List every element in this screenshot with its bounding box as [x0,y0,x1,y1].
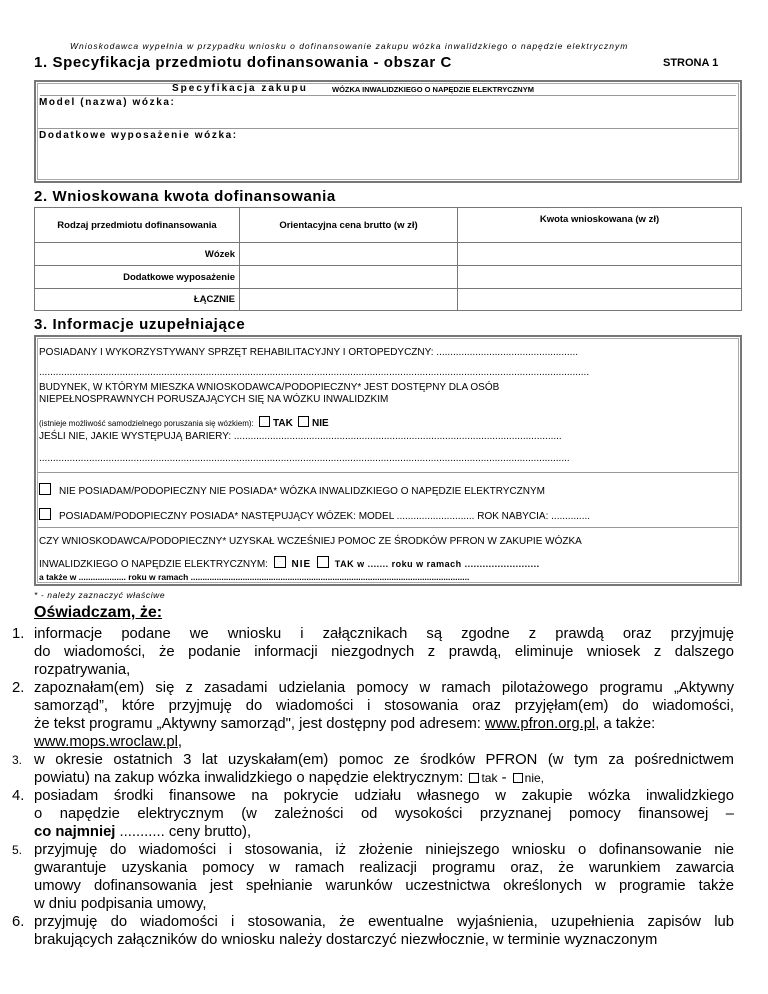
item-line: zapoznałam(em) się z zasadami udzielania pomocy w ramach pilotażowego programu „Aktywny [34,680,734,696]
yes-label: TAK [273,418,293,429]
item-number: 4. [12,788,25,804]
item-line: w dniu podpisania umowy, [34,896,207,912]
dots-line-1: ...................................................................................................................................................................................................... [39,367,590,378]
row-total-label: ŁĄCZNIE [35,289,240,311]
item-number: 3. [12,753,23,767]
item-line: że tekst programu „Aktywny samorząd", jest dostępny pod adresem: [34,716,481,732]
no-label: NIE [312,418,329,429]
declaration-title: Oświadczam, że: [34,604,163,621]
info-divider-1 [38,472,738,473]
equipment-label: Dodatkowe wyposażenie wózka: [39,130,238,141]
item-number: 2. [12,680,25,696]
item-number: 1. [12,626,25,642]
item-line: brakujących załączników do wniosku należy dostarczyć niezwłocznie, w terminie wyznaczonym [34,932,658,948]
no-wheelchair-checkbox[interactable] [39,483,51,495]
header-item-type: Rodzaj przedmiotu dofinansowania [35,208,240,243]
pfron-line3: a także w .................... roku w ramach ...................................................................................................................... [39,572,470,582]
pfron-no-checkbox[interactable] [274,556,286,568]
no-wheelchair-label: NIE POSIADAM/PODOPIECZNY NIE POSIADA* WÓZKA INWALIDZKIEGO O NAPĘDZIE ELEKTRYCZNYM [59,486,546,497]
header-note: Wnioskodawca wypełnia w przypadku wniosku o dofinansowanie zakupu wózka inwalidzkiego o napędzie elektrycznym [70,41,629,51]
declaration-item-3 [12,751,734,787]
yes-checkbox[interactable] [259,416,270,427]
pfron-question-end: INWALIDZKIEGO O NAPĘDZIE ELEKTRYCZNYM: [39,559,268,570]
total-price-cell[interactable] [240,289,458,311]
item4-bold: co najmniej [34,824,116,840]
item-number: 6. [12,914,25,930]
building-line1: BUDYNEK, W KTÓRYM MIESZKA WNIOSKODAWCA/PODOPIECZNY* JEST DOSTĘPNY DLA OSÓB [39,382,500,393]
item-line: samorząd”, które przyjmuję do wiadomości i stosowania oraz przyjęłam(em) do wiadomości, [34,698,734,714]
wheelchair-amount-cell[interactable] [458,243,742,266]
item3-nie-label: nie, [524,771,544,785]
item-line: powiatu) na zakup wózka inwalidzkiego o napędzie elektrycznym: [34,770,464,786]
wheelchair-price-cell[interactable] [240,243,458,266]
total-amount-cell[interactable] [458,289,742,311]
item-line: posiadam środki finansowe na pokrycie udziału własnego w zakupie wózka inwalidzkiego [34,788,734,804]
spec-title: Specyfikacja zakupu [172,83,308,94]
barriers: JEŚLI NIE, JAKIE WYSTĘPUJĄ BARIERY: ...................................................................................................................... [39,431,562,442]
link-suffix: , a także: [595,716,656,732]
item3-tak-checkbox[interactable] [469,773,479,783]
section3-title: 3. Informacje uzupełniające [34,316,246,333]
no-wheelchair-row [39,483,545,497]
section2-title: 2. Wnioskowana kwota dofinansowania [34,188,336,205]
item4-rest: ........... ceny brutto), [115,824,252,840]
item-line: do wiadomości, że podanie informacji niezgodnych z prawdą, eliminuje wniosek z dalszego [34,644,734,660]
pfron-line1: CZY WNIOSKODAWCA/PODOPIECZNY* UZYSKAŁ WCZEŚNIEJ POMOC ZE ŚRODKÓW PFRON W ZAKUPIE WÓZKA [39,536,582,547]
declaration-item-6 [12,913,734,949]
has-wheelchair-label: POSIADAM/PODOPIECZNY POSIADA* NASTĘPUJĄCY WÓZEK: MODEL ............................ ROK NABYCIA: .............. [59,511,591,522]
declaration-item-2 [12,679,734,751]
item-line: umowy dofinansowania jest spełnianie warunków uczestnictwa określonych w programie także [34,878,734,894]
item-line: rozpatrywania, [34,662,131,678]
model-label: Model (nazwa) wózka: [39,97,176,108]
declaration-item-5 [12,841,734,913]
item-line: przyjmuję do wiadomości i stosowania, że ewentualne wyjaśnienia, uzupełnienia zapisów lub [34,914,734,930]
pfron-no-label: NIE [291,559,312,570]
item-line: informacje podane we wniosku i załącznikach są zgodne z prawdą oraz przyjmuję [34,626,734,642]
equipment-amount-cell[interactable] [458,266,742,289]
declaration-item-4 [12,787,734,841]
pfron-yes-checkbox[interactable] [317,556,329,568]
amount-table [34,207,742,311]
item3-nie-checkbox[interactable] [513,773,523,783]
item-line: w okresie ostatnich 3 lat uzyskałam(em) pomoc ze środków PFRON (w tym za pośrednictwem [34,752,734,768]
item-line: przyjmuję do wiadomości i stosowania, iż złożenie niniejszego wniosku o dofinansowanie nie [34,842,734,858]
item3-tak-label: tak [481,771,498,785]
move-row [39,416,329,429]
header-requested: Kwota wnioskowana (w zł) [458,208,742,243]
declaration-item-1 [12,625,734,679]
pfron-link[interactable]: www.pfron.org.pl [485,716,596,732]
mops-link[interactable]: www.mops.wroclaw.pl [34,734,178,750]
no-checkbox[interactable] [298,416,309,427]
move-note: (istnieje możliwość samodzielnego poruszania się wózkiem): [39,419,254,428]
spec-header [40,84,736,96]
equipment-price-cell[interactable] [240,266,458,289]
dots-line-2: ............................................................................................................................................................................................... [39,453,570,464]
owned-equipment: POSIADANY I WYKORZYSTYWANY SPRZĘT REHABILITACYJNY I ORTOPEDYCZNY: ................................................... [39,347,579,358]
has-wheelchair-checkbox[interactable] [39,508,51,520]
footnote: * - należy zaznaczyć właściwe [34,590,166,600]
spec-title-rest: WÓZKA INWALIDZKIEGO O NAPĘDZIE ELEKTRYCZNYM [332,85,534,94]
info-divider-2 [38,527,738,528]
row-wheelchair-label: Wózek [35,243,240,266]
item-number: 5. [12,843,23,857]
item-line: o napędzie elektrycznym (w zależności od wysokości przyznanej pomocy finansowej – [34,806,734,822]
page-label: STRONA 1 [663,57,719,69]
has-wheelchair-row [39,508,590,522]
section1-title: 1. Specyfikacja przedmiotu dofinansowania - obszar C [34,54,452,71]
link-suffix: , [177,734,183,750]
item3-separator: - [497,770,511,786]
pfron-yes-label: TAK w ....... roku w ramach ......................... [334,559,540,569]
header-price: Orientacyjna cena brutto (w zł) [240,208,458,243]
building-line2: NIEPEŁNOSPRAWNYCH PORUSZAJĄCYCH SIĘ NA WÓZKU INWALIDZKIM [39,394,389,405]
item-line: gwarantuje uzyskania pomocy w ramach realizacji programu oraz, że warunkiem zawarcia [34,860,734,876]
row-equipment-label: Dodatkowe wyposażenie [35,266,240,289]
spec-divider [38,128,738,129]
pfron-line2 [39,556,540,570]
